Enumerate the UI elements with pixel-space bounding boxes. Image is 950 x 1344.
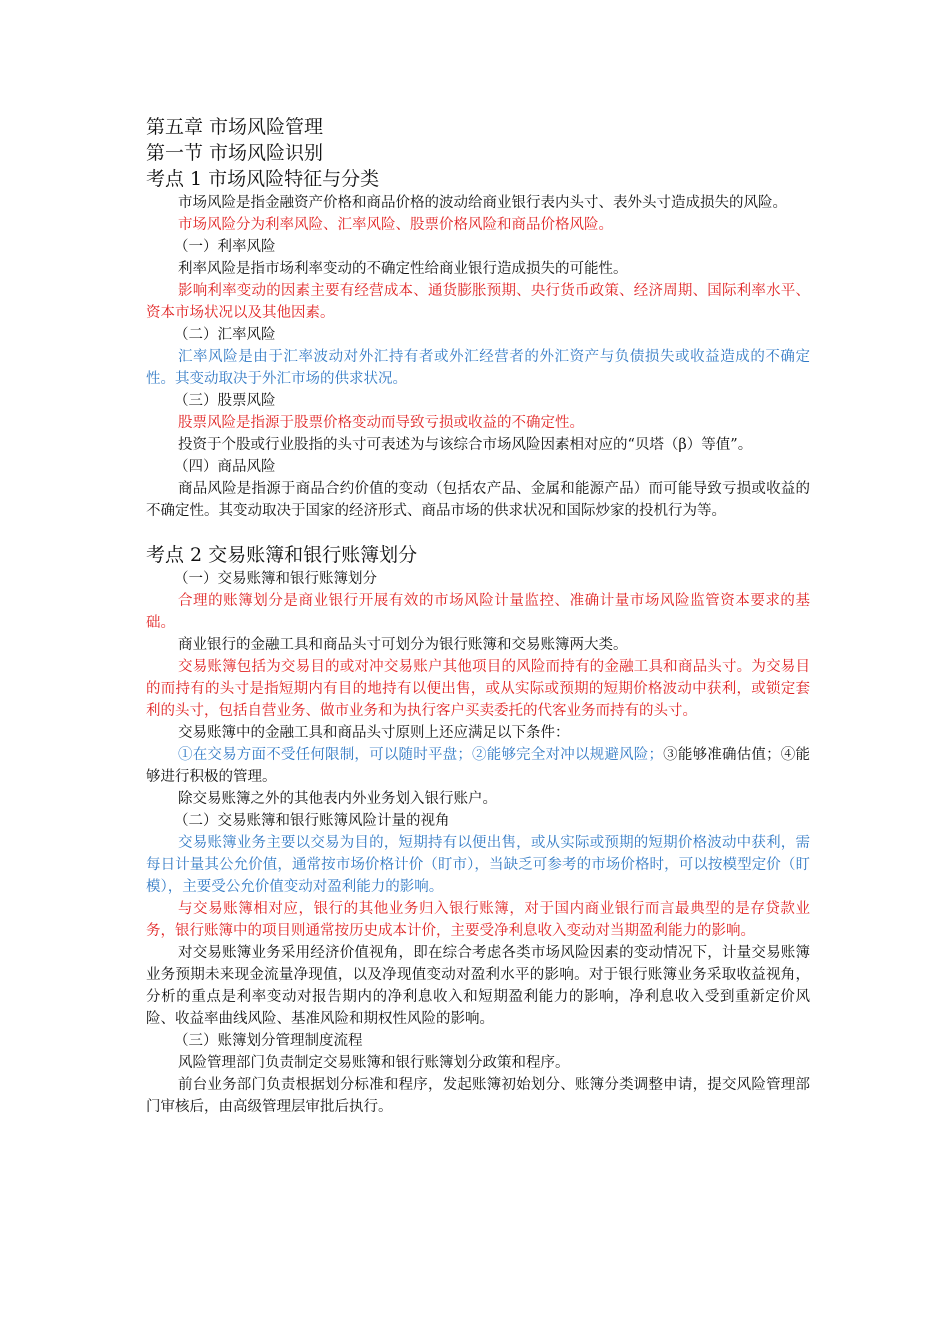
- kp2-paragraph-7: 交易账簿业务主要以交易为目的，短期持有以便出售，或从实际或预期的短期价格波动中获利，需每日计量其公允价值，通常按市场价格计价（盯市），当缺乏可参考的市场价格时，可以按模型定价（盯模），主要受公允价值变动对盈利能力的影响。: [146, 835, 810, 895]
- kp2-paragraph-10: 风险管理部门负责制定交易账簿和银行账簿划分政策和程序。: [178, 1055, 570, 1071]
- kp2-paragraph-6: 除交易账簿之外的其他表内外业务划入银行账户。: [178, 791, 497, 807]
- section-title: 第一节 市场风险识别: [146, 142, 324, 164]
- kp1-paragraph-7: 投资于个股或行业股指的头寸可表述为与该综合市场风险因素相对应的“贝塔（β）等值”。: [178, 437, 753, 453]
- kp2-conditions-blue: ①在交易方面不受任何限制，可以随时平盘；②能够完全对冲以规避风险；: [178, 747, 663, 763]
- kp1-paragraph-4: 影响利率变动的因素主要有经营成本、通货膨胀预期、央行货币政策、经济周期、国际利率水平、资本市场状况以及其他因素。: [146, 283, 810, 321]
- kp1-subheading-4: （四）商品风险: [174, 459, 276, 475]
- kp1-paragraph-6: 股票风险是指源于股票价格变动而导致亏损或收益的不确定性。: [178, 415, 584, 431]
- kp1-subheading-2: （二）汇率风险: [174, 327, 276, 343]
- kp2-conditions-black: ③能够准确估值；④能够进行积极的管理。: [146, 747, 811, 785]
- kp2-paragraph-8: 与交易账簿相对应，银行的其他业务归入银行账簿，对于国内商业银行而言最典型的是存贷款业务，银行账簿中的项目则通常按历史成本计价，主要受净利息收入变动对当期盈利能力的影响。: [146, 901, 810, 939]
- kp1-paragraph-3: 利率风险是指市场利率变动的不确定性给商业银行造成损失的可能性。: [178, 261, 628, 277]
- kp1-paragraph-1: 市场风险是指金融资产价格和商品价格的波动给商业银行表内头寸、表外头寸造成损失的风险。: [178, 195, 787, 211]
- kp2-subheading-1: （一）交易账簿和银行账簿划分: [174, 571, 377, 587]
- kp2-title: 考点 2 交易账簿和银行账簿划分: [146, 544, 418, 566]
- kp2-paragraph-9: 对交易账簿业务采用经济价值视角，即在综合考虑各类市场风险因素的变动情况下，计量交易账簿业务预期未来现金流量净现值，以及净现值变动对盈利水平的影响。对于银行账簿业务采取收益视角，分析的重点是利率变动对报告期内的净利息收入和短期盈利能力的影响，净利息收入受到重新定价风险、收益率曲线风险、基准风险和期权性风险的影响。: [146, 945, 810, 1027]
- document-page: [146, 114, 810, 1118]
- kp1-subheading-1: （一）利率风险: [174, 239, 276, 255]
- kp1-title: 考点 1 市场风险特征与分类: [146, 168, 380, 190]
- kp2-paragraph-4: 交易账簿中的金融工具和商品头寸原则上还应满足以下条件：: [178, 725, 570, 741]
- kp1-paragraph-8: 商品风险是指源于商品合约价值的变动（包括农产品、金属和能源产品）而可能导致亏损或收益的不确定性。其变动取决于国家的经济形式、商品市场的供求状况和国际炒家的投机行为等。: [146, 481, 810, 519]
- chapter-title: 第五章 市场风险管理: [146, 116, 324, 138]
- kp2-paragraph-1: 合理的账簿划分是商业银行开展有效的市场风险计量监控、准确计量市场风险监管资本要求的基础。: [146, 593, 810, 631]
- kp2-paragraph-3: 交易账簿包括为交易目的或对冲交易账户其他项目的风险而持有的金融工具和商品头寸。为交易目的而持有的头寸是指短期内有目的地持有以便出售，或从实际或预期的短期价格波动中获利，或锁定套利的头寸，包括自营业务、做市业务和为执行客户买卖委托的代客业务而持有的头寸。: [146, 659, 810, 719]
- kp1-subheading-3: （三）股票风险: [174, 393, 276, 409]
- kp2-subheading-2: （二）交易账簿和银行账簿风险计量的视角: [174, 813, 450, 829]
- kp2-paragraph-11: 前台业务部门负责根据划分标准和程序，发起账簿初始划分、账簿分类调整申请，提交风险管理部门审核后，由高级管理层审批后执行。: [146, 1077, 810, 1115]
- kp2-paragraph-5: [146, 744, 810, 788]
- kp2-paragraph-2: 商业银行的金融工具和商品头寸可划分为银行账簿和交易账簿两大类。: [178, 637, 628, 653]
- section-gap: [146, 522, 810, 542]
- kp2-subheading-3: （三）账簿划分管理制度流程: [174, 1033, 363, 1049]
- kp1-paragraph-5: 汇率风险是由于汇率波动对外汇持有者或外汇经营者的外汇资产与负债损失或收益造成的不确定性。其变动取决于外汇市场的供求状况。: [146, 349, 810, 387]
- kp1-paragraph-2: 市场风险分为利率风险、汇率风险、股票价格风险和商品价格风险。: [178, 217, 613, 233]
